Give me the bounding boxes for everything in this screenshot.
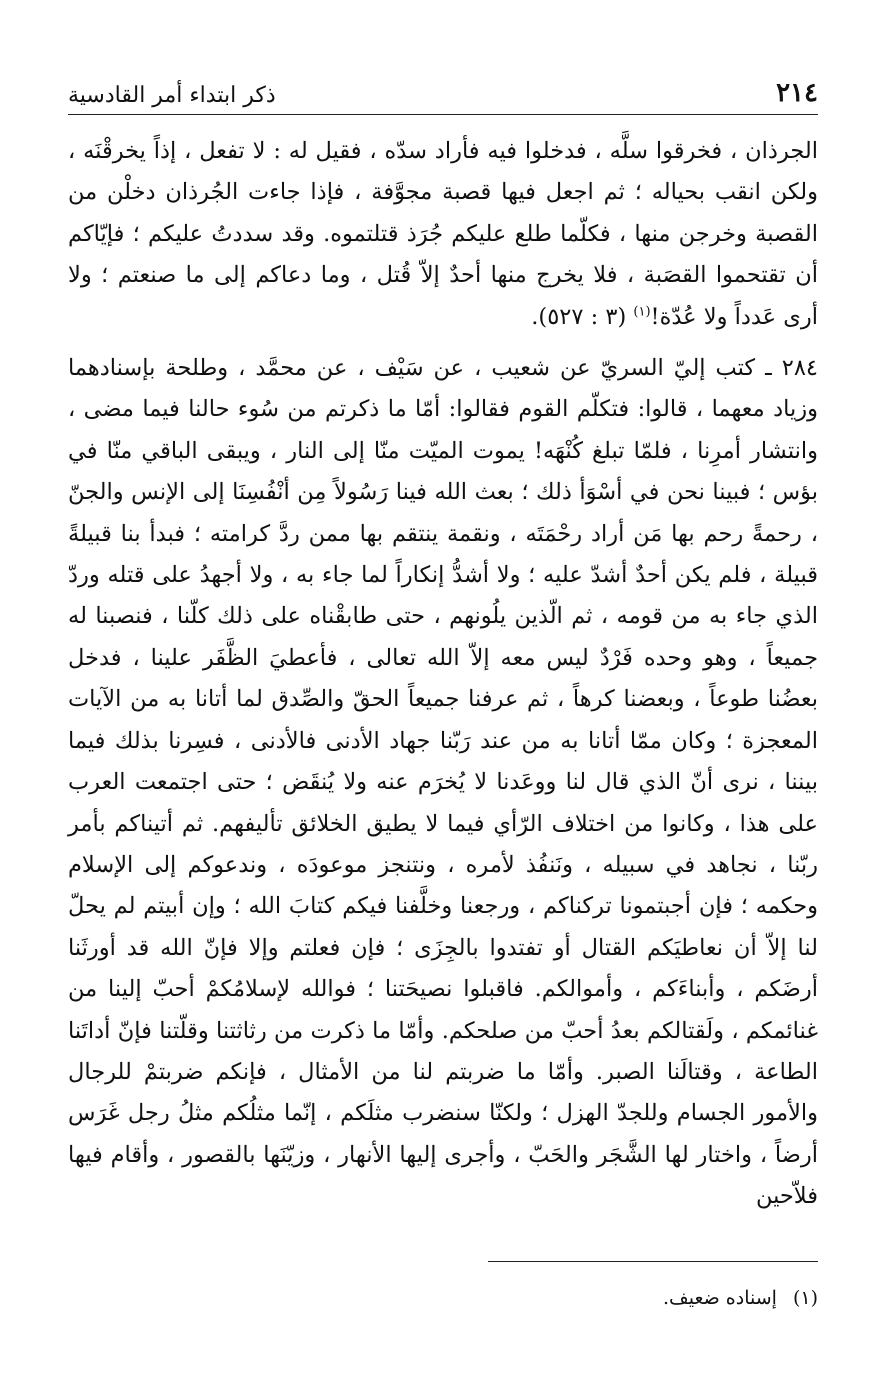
footnote-reference[interactable]: (١) xyxy=(633,304,651,320)
paragraph-2 xyxy=(68,348,818,1218)
running-title: ذكر ابتداء أمر القادسية xyxy=(68,83,276,108)
paragraph-1 xyxy=(68,131,818,338)
header-divider xyxy=(68,114,818,115)
footnote-number: (١) xyxy=(792,1287,818,1309)
page-header xyxy=(68,68,818,108)
book-page xyxy=(68,68,818,1358)
paragraph-1-text: الجرذان ، فخرقوا سلَّه ، فدخلوا فيه فأراد سدّه ، فقيل له : لا تفعل ، إذاً يخرقْنَه ، ولكن انقب بحياله ؛ ثم اجعل فيها قصبة مجوَّفة ، فإذا جاءت الجُرذان دخلْن من القصبة وخرجن منها ، فكلّما طلع عليكم جُرَذ قتلتموه. وقد سددتُ عليكم ؛ فإيّاكم أن تقتحموا القصَبة ، فلا يخرج منها أحدٌ إلاّ قُتل ، وما دعاكم إلى ما صنعتم ؛ ولا أرى عَدداً ولا عُدّة! xyxy=(68,138,818,330)
body-text xyxy=(68,131,818,1218)
footnote xyxy=(663,1287,818,1309)
paragraph-2-text: ٢٨٤ ـ كتب إليّ السريّ عن شعيب ، عن سَيْف ، عن محمَّد ، وطلحة بإسنادهما وزياد معهما ، قالوا: فتكلّم القوم فقالوا: أمّا ما ذكرتم من سُوء حالنا فيما مضى ، وانتشار أمرِنا ، فلمّا تبلغ كُنْهَه! يموت الميّت منّا إلى النار ، ويبقى الباقي منّا في بؤس ؛ فبينا نحن في أسْوَأ ذلك ؛ بعث الله فينا رَسُولاً مِن أنْفُسِنَا إلى الإنس والجنّ ، رحمةً رحم بها مَن أراد رحْمَتَه ، ونقمة ينتقم بها ممن ردَّ كرامته ؛ فبدأ بنا قبيلةً قبيلة ، فلم يكن أحدٌ أشدّ عليه ؛ ولا أشدُّ إنكاراً لما جاء به ، ولا أجهدُ على قتله وردّ الذي جاء به من قومه ، ثم الّذين يلُونهم ، حتى طابقْناه على ذلك كلّنا ، فنصبنا له جميعاً ، وهو وحده فَرْدٌ ليس معه إلاّ الله تعالى ، فأعطيَ الظَّفَر علينا ، فدخل بعضُنا طوعاً ، وبعضنا كرهاً ، ثم عرفنا جميعاً الحقّ والصِّدق لما أتانا به من الآيات المعجزة ؛ وكان ممّا أتانا به من عند رَبّنا جهاد الأدنى فالأدنى ، فسِرنا بذلك فيما بيننا ، نرى أنّ الذي قال لنا ووعَدنا لا يُخرَم عنه ولا يُنقَض ؛ حتى اجتمعت العرب على هذا ، وكانوا من اختلاف الرّأي فيما لا يطيق الخلائق تأليفهم. ثم أتيناكم بأمر ربّنا ، نجاهد في سبيله ، ونَنفُذ لأمره ، ونتنجز موعودَه ، وندعوكم إلى الإسلام وحكمه ؛ فإن أجبتمونا تركناكم ، ورجعنا وخلَّفنا فيكم كتابَ الله ؛ وإن أبيتم لم يحلّ لنا إلاّ أن نعاطيَكم القتال أو تفتدوا بالجِزَى ؛ فإن فعلتم وإلا فإنّ الله قد أورثَنا أرضَكم ، وأبناءَكم ، وأموالكم. فاقبلوا نصيحَتنا ؛ فوالله لإسلامُكمْ أحبّ إلينا من غنائمكم ، ولَقتالكم بعدُ أحبّ من صلحكم. وأمّا ما ذكرت من رثاثتنا وقلّتنا فإنّ أداتَنا الطاعة ، وقتالَنا الصبر. وأمّا ما ضربتم لنا من الأمثال ، فإنكم ضربتمْ للرجال والأمور الجسام وللجدّ الهزل ؛ ولكنّا سنضرب مثلَكم ، إنّما مثلُكم مثلُ رجل غَرَس أرضاً ، واختار لها الشَّجَر والحَبّ ، وأجرى إليها الأنهار ، وزيّنَها بالقصور ، وأقام فيها فلاّحين xyxy=(68,355,818,1210)
footnote-text: إسناده ضعيف. xyxy=(663,1287,777,1309)
footnote-divider xyxy=(488,1261,818,1262)
page-number: ٢١٤ xyxy=(776,78,818,108)
paragraph-1-citation: (٣ : ٥٢٧). xyxy=(531,303,634,330)
